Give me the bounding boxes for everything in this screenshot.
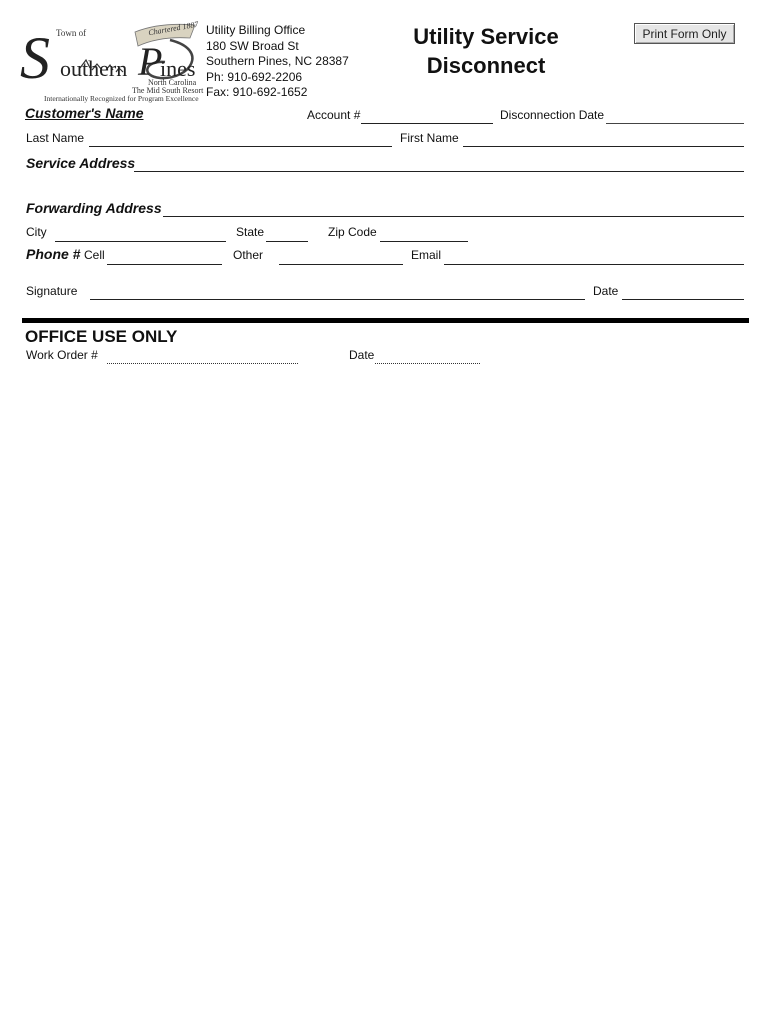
customer-name-heading: Customer's Name [25,105,144,121]
state-field[interactable] [266,241,308,242]
cell-label: Cell [84,248,105,262]
work-order-field[interactable] [107,363,298,364]
office-use-heading: OFFICE USE ONLY [25,327,178,346]
zip-code-field[interactable] [380,241,468,242]
logo-chartered: Chartered 1887 [147,19,199,38]
office-address [206,23,349,101]
city-label: City [26,225,47,239]
cell-phone-field[interactable] [107,264,222,265]
state-label: State [236,225,265,239]
logo-ines: ines [160,56,196,81]
service-address-heading: Service Address [26,155,136,171]
logo-town-of: Town of [56,28,87,38]
first-name-field[interactable] [463,146,744,147]
service-address-field[interactable] [134,171,744,172]
signature-date-field[interactable] [622,299,744,300]
form-title-line2: Disconnect [426,53,546,78]
logo-state: North Carolina [148,78,197,87]
work-order-label: Work Order # [26,348,98,362]
section-divider [22,318,749,323]
disconnection-date-field[interactable] [606,123,744,124]
disconnection-date-label: Disconnection Date [500,108,605,122]
account-label: Account # [307,108,361,122]
town-logo [20,20,202,102]
logo-resort: The Mid South Resort [132,86,204,95]
last-name-label: Last Name [26,131,85,145]
last-name-field[interactable] [89,146,392,147]
city-field[interactable] [55,241,226,242]
signature-label: Signature [26,284,78,298]
other-label: Other [233,248,264,262]
zip-code-label: Zip Code [328,225,377,239]
office-date-field[interactable] [375,363,480,364]
logo-p-letter: P [138,39,163,84]
forwarding-address-field[interactable] [163,216,744,217]
office-date-label: Date [349,348,375,362]
other-phone-field[interactable] [279,264,403,265]
form-title-line1: Utility Service [413,24,559,49]
office-city: Southern Pines, NC 28387 [206,54,349,68]
office-phone: Ph: 910-692-2206 [206,69,303,84]
signature-field[interactable] [90,299,585,300]
email-field[interactable] [444,264,744,265]
form-title [395,22,577,80]
signature-date-label: Date [593,284,619,298]
account-field[interactable] [361,123,493,124]
first-name-label: First Name [400,131,459,145]
email-label: Email [411,248,442,262]
phone-heading: Phone # [26,246,81,262]
logo-outhern: outhern [60,56,128,81]
print-form-button[interactable]: Print Form Only [634,23,735,44]
logo-s-letter: S [20,25,50,91]
office-street: 180 SW Broad St [206,38,299,53]
logo-recognition: Internationally Recognized for Program Excellence [44,94,199,103]
office-name: Utility Billing Office [206,23,306,37]
forwarding-address-heading: Forwarding Address [26,200,162,216]
office-fax: Fax: 910-692-1652 [206,85,308,99]
